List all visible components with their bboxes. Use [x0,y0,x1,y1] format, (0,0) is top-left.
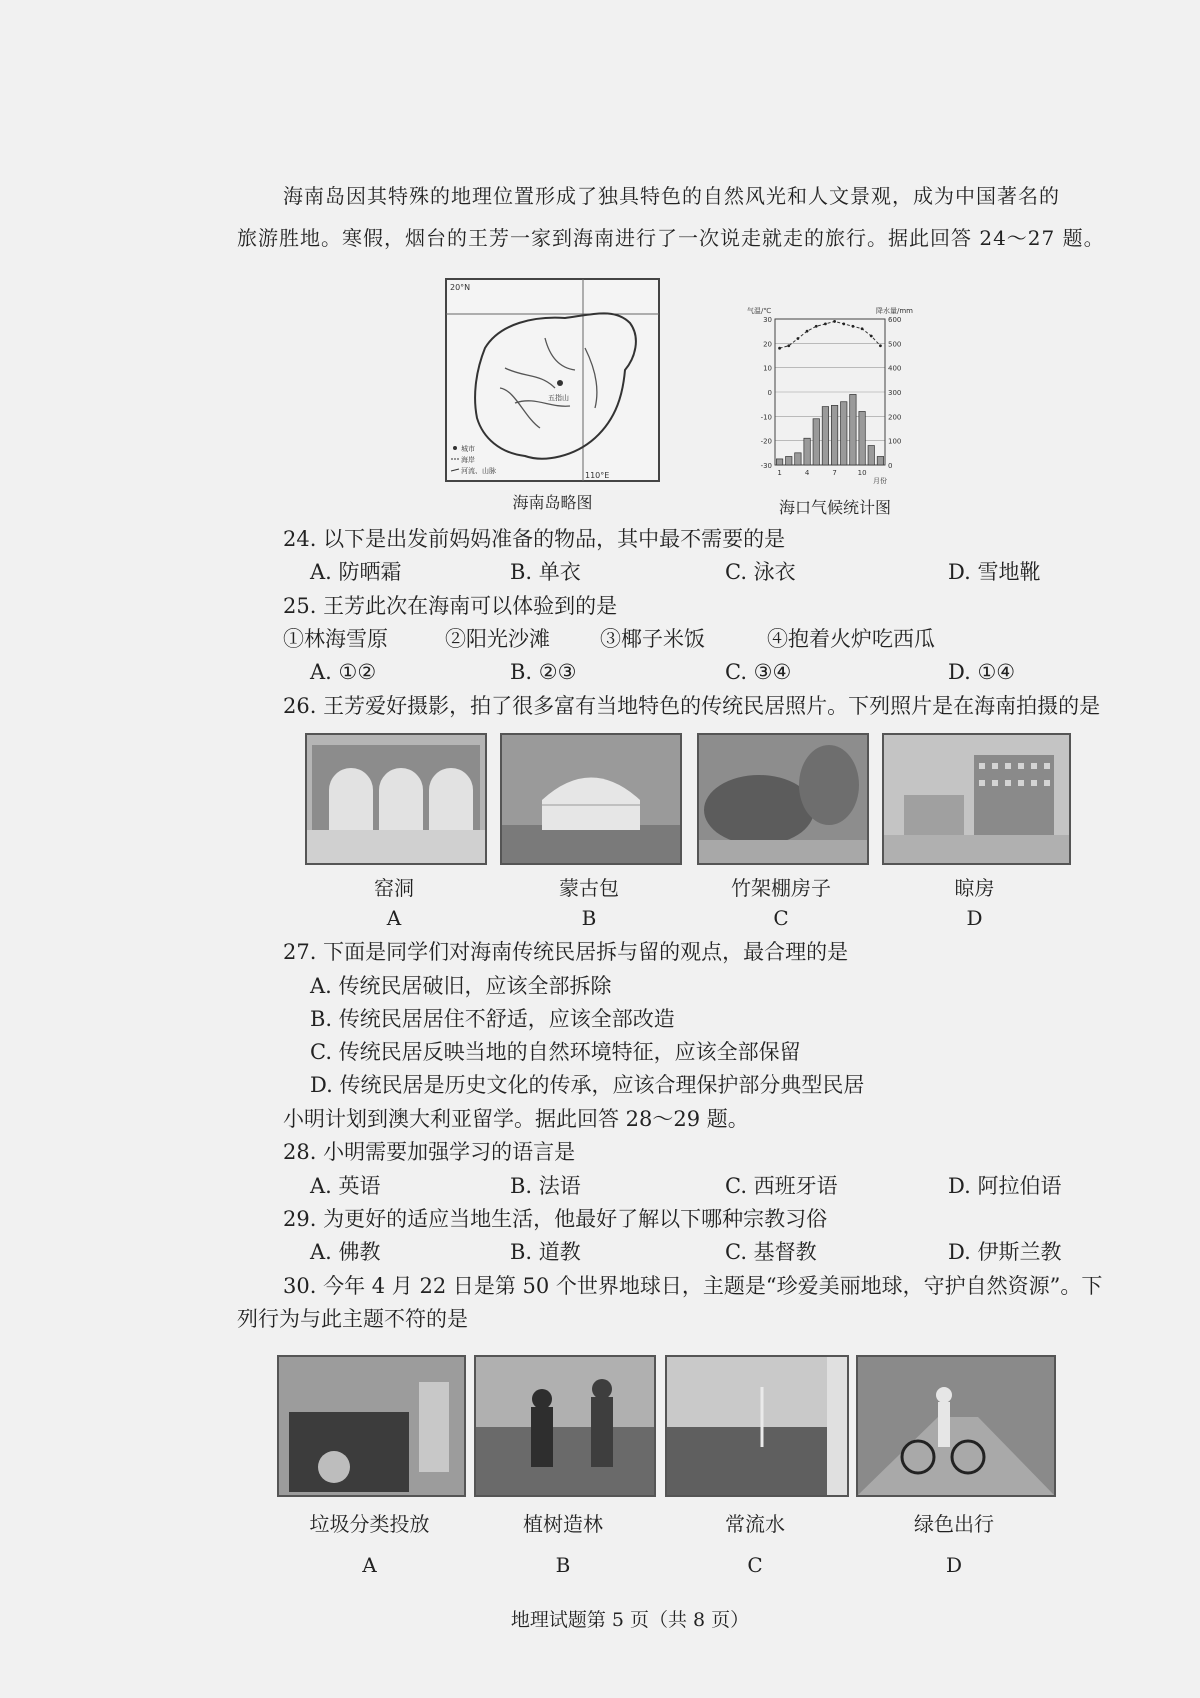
intro-2: 小明计划到澳大利亚留学。据此回答 28～29 题。 [283,1107,749,1131]
climate-chart [745,305,915,495]
y-right-tick: 100 [888,437,902,446]
q30-stem-line-1: 30. 今年 4 月 22 日是第 50 个世界地球日，主题是“珍爱美丽地球，守护自然资源”。下 [283,1274,1103,1298]
green-travel-picture [858,1357,1054,1495]
y-right-tick: 600 [888,316,902,324]
q26-caption-a: 窑洞 [374,876,414,900]
precip-bar [841,402,847,465]
q28-option-b[interactable]: B. 法语 [510,1174,581,1198]
q25-option-b[interactable]: B. ②③ [510,660,577,684]
temperature-point [833,320,836,323]
q30-letter-c[interactable]: C [747,1553,763,1577]
map-lat-label: 20°N [450,283,471,292]
photo-mongolian-yurt[interactable] [500,733,682,865]
y-left-tick: 20 [763,340,772,349]
bamboo-hut-picture [699,735,867,863]
temperature-point [806,330,809,333]
photo-tree-planting[interactable] [474,1355,656,1497]
precip-bar [795,453,801,465]
q26-caption-b: 蒙古包 [559,876,619,900]
y-right-tick: 300 [888,389,902,397]
precip-bar [850,394,856,465]
legend-city: 城市 [461,445,475,453]
x-tick: 1 [777,469,782,477]
q26-letter-a[interactable]: A [386,906,402,930]
page-footer: 地理试题第 5 页（共 8 页） [510,1609,750,1631]
temperature-line [780,321,881,348]
photo-drying-house[interactable] [882,733,1071,865]
q29-stem: 29. 为更好的适应当地生活，他最好了解以下哪种宗教习俗 [283,1207,828,1231]
precip-bar [786,456,792,465]
garbage-sorting-picture [279,1357,464,1495]
hainan-map [445,278,660,482]
temperature-point [852,325,855,328]
q24-option-b[interactable]: B. 单衣 [510,560,581,584]
precip-bar [804,438,810,465]
q24-stem: 24. 以下是出发前妈妈准备的物品，其中最不需要的是 [283,527,786,551]
temperature-point [815,325,818,328]
precip-bar [822,407,828,465]
photo-bamboo-hut[interactable] [697,733,869,865]
y-right-tick: 0 [888,462,893,470]
y-right-label: 降水量/mm [876,307,913,315]
yurt-picture [502,735,680,863]
q27-option-a[interactable]: A. 传统民居破旧，应该全部拆除 [310,974,612,998]
q26-caption-d: 晾房 [954,876,995,900]
y-left-tick: -10 [760,413,772,422]
q27-option-b[interactable]: B. 传统民居居住不舒适，应该全部改造 [310,1007,675,1031]
temperature-point [787,344,790,347]
y-left-tick: -20 [760,437,772,446]
precip-bar [868,446,874,465]
q27-stem: 27. 下面是同学们对海南传统民居拆与留的观点，最合理的是 [283,940,849,964]
q27-option-d[interactable]: D. 传统民居是历史文化的传承，应该合理保护部分典型民居 [310,1073,865,1097]
q28-option-d[interactable]: D. 阿拉伯语 [948,1174,1062,1198]
x-tick: 10 [857,469,867,477]
precip-bar [813,419,819,465]
q28-option-c[interactable]: C. 西班牙语 [725,1174,838,1198]
q29-option-b[interactable]: B. 道教 [510,1240,581,1264]
q26-letter-c[interactable]: C [773,906,789,930]
y-left-label: 气温/℃ [747,307,772,315]
q30-letter-a[interactable]: A [362,1553,377,1577]
q29-option-c[interactable]: C. 基督教 [725,1240,817,1264]
y-left-tick: 10 [763,364,772,373]
climate-chart-svg [745,305,915,495]
q26-caption-c: 竹架棚房子 [731,876,831,900]
q25-item-1: ①林海雪原 [283,627,388,651]
q25-stem: 25. 王芳此次在海南可以体验到的是 [283,594,618,618]
x-tick: 7 [832,469,837,477]
map-peak-label: 五指山 [548,394,569,402]
y-left-tick: -30 [760,462,772,470]
temperature-point [778,347,781,350]
map-caption: 海南岛略图 [512,493,593,512]
q29-option-a[interactable]: A. 佛教 [310,1240,381,1264]
temperature-point [842,322,845,325]
precip-bar [776,459,782,465]
hainan-map-drawing [445,278,660,482]
intro-line-2: 旅游胜地。寒假，烟台的王芳一家到海南进行了一次说走就走的旅行。据此回答 24～27 题。 [237,226,1105,250]
y-left-tick: 30 [763,316,772,324]
running-water-picture [667,1357,847,1495]
y-right-tick: 500 [888,340,902,349]
q30-caption-c: 常流水 [725,1512,785,1536]
precip-bar [859,411,865,465]
q26-letter-b[interactable]: B [581,906,597,930]
q28-stem: 28. 小明需要加强学习的语言是 [283,1140,576,1164]
intro-line-1: 海南岛因其特殊的地理位置形成了独具特色的自然风光和人文景观，成为中国著名的 [283,184,1060,208]
drying-house-picture [884,735,1069,863]
q25-option-d[interactable]: D. ①④ [948,660,1016,684]
q30-letter-b[interactable]: B [555,1553,571,1577]
climate-caption: 海口气候统计图 [778,498,891,517]
precip-bar [831,405,837,465]
temperature-point [879,344,882,347]
tree-planting-picture [476,1357,654,1495]
q29-option-d[interactable]: D. 伊斯兰教 [948,1240,1062,1264]
q30-caption-d: 绿色出行 [914,1512,994,1536]
map-lon-label: 110°E [585,471,610,480]
photo-running-water[interactable] [665,1355,849,1497]
y-right-tick: 200 [888,413,902,422]
q26-letter-d[interactable]: D [966,906,983,930]
q25-item-2: ②阳光沙滩 [445,627,550,651]
q30-caption-b: 植树造林 [523,1512,603,1536]
precip-bar [877,456,883,465]
temperature-point [797,337,800,340]
q30-caption-a: 垃圾分类投放 [309,1512,430,1536]
photo-green-travel[interactable] [856,1355,1056,1497]
q30-stem-line-2: 列行为与此主题不符的是 [237,1307,468,1331]
q25-item-3: ③椰子米饭 [600,627,705,651]
photo-garbage-sorting[interactable] [277,1355,466,1497]
q25-item-4: ④抱着火炉吃西瓜 [767,627,935,651]
q24-option-a[interactable]: A. 防晒霜 [310,560,402,584]
legend-coast: 海岸 [461,456,475,464]
y-right-tick: 400 [888,364,902,373]
q28-option-a[interactable]: A. 英语 [310,1174,381,1198]
q24-option-c[interactable]: C. 泳衣 [725,560,796,584]
yaodong-picture [307,735,485,863]
q26-stem: 26. 王芳爱好摄影，拍了很多富有当地特色的传统民居照片。下列照片是在海南拍摄的是 [283,694,1101,718]
q24-option-d[interactable]: D. 雪地靴 [948,560,1041,584]
temperature-point [824,322,827,325]
q25-option-a[interactable]: A. ①② [310,660,377,684]
q27-option-c[interactable]: C. 传统民居反映当地的自然环境特征，应该全部保留 [310,1040,801,1064]
temperature-point [870,335,873,338]
legend-river: 河流、山脉 [461,467,496,475]
q30-letter-d[interactable]: D [945,1553,963,1577]
photo-yaodong[interactable] [305,733,487,865]
q25-option-c[interactable]: C. ③④ [725,660,792,684]
y-left-tick: 0 [767,389,772,397]
x-tick: 4 [804,469,810,477]
x-axis-label: 月份 [873,477,887,485]
temperature-point [861,327,864,330]
